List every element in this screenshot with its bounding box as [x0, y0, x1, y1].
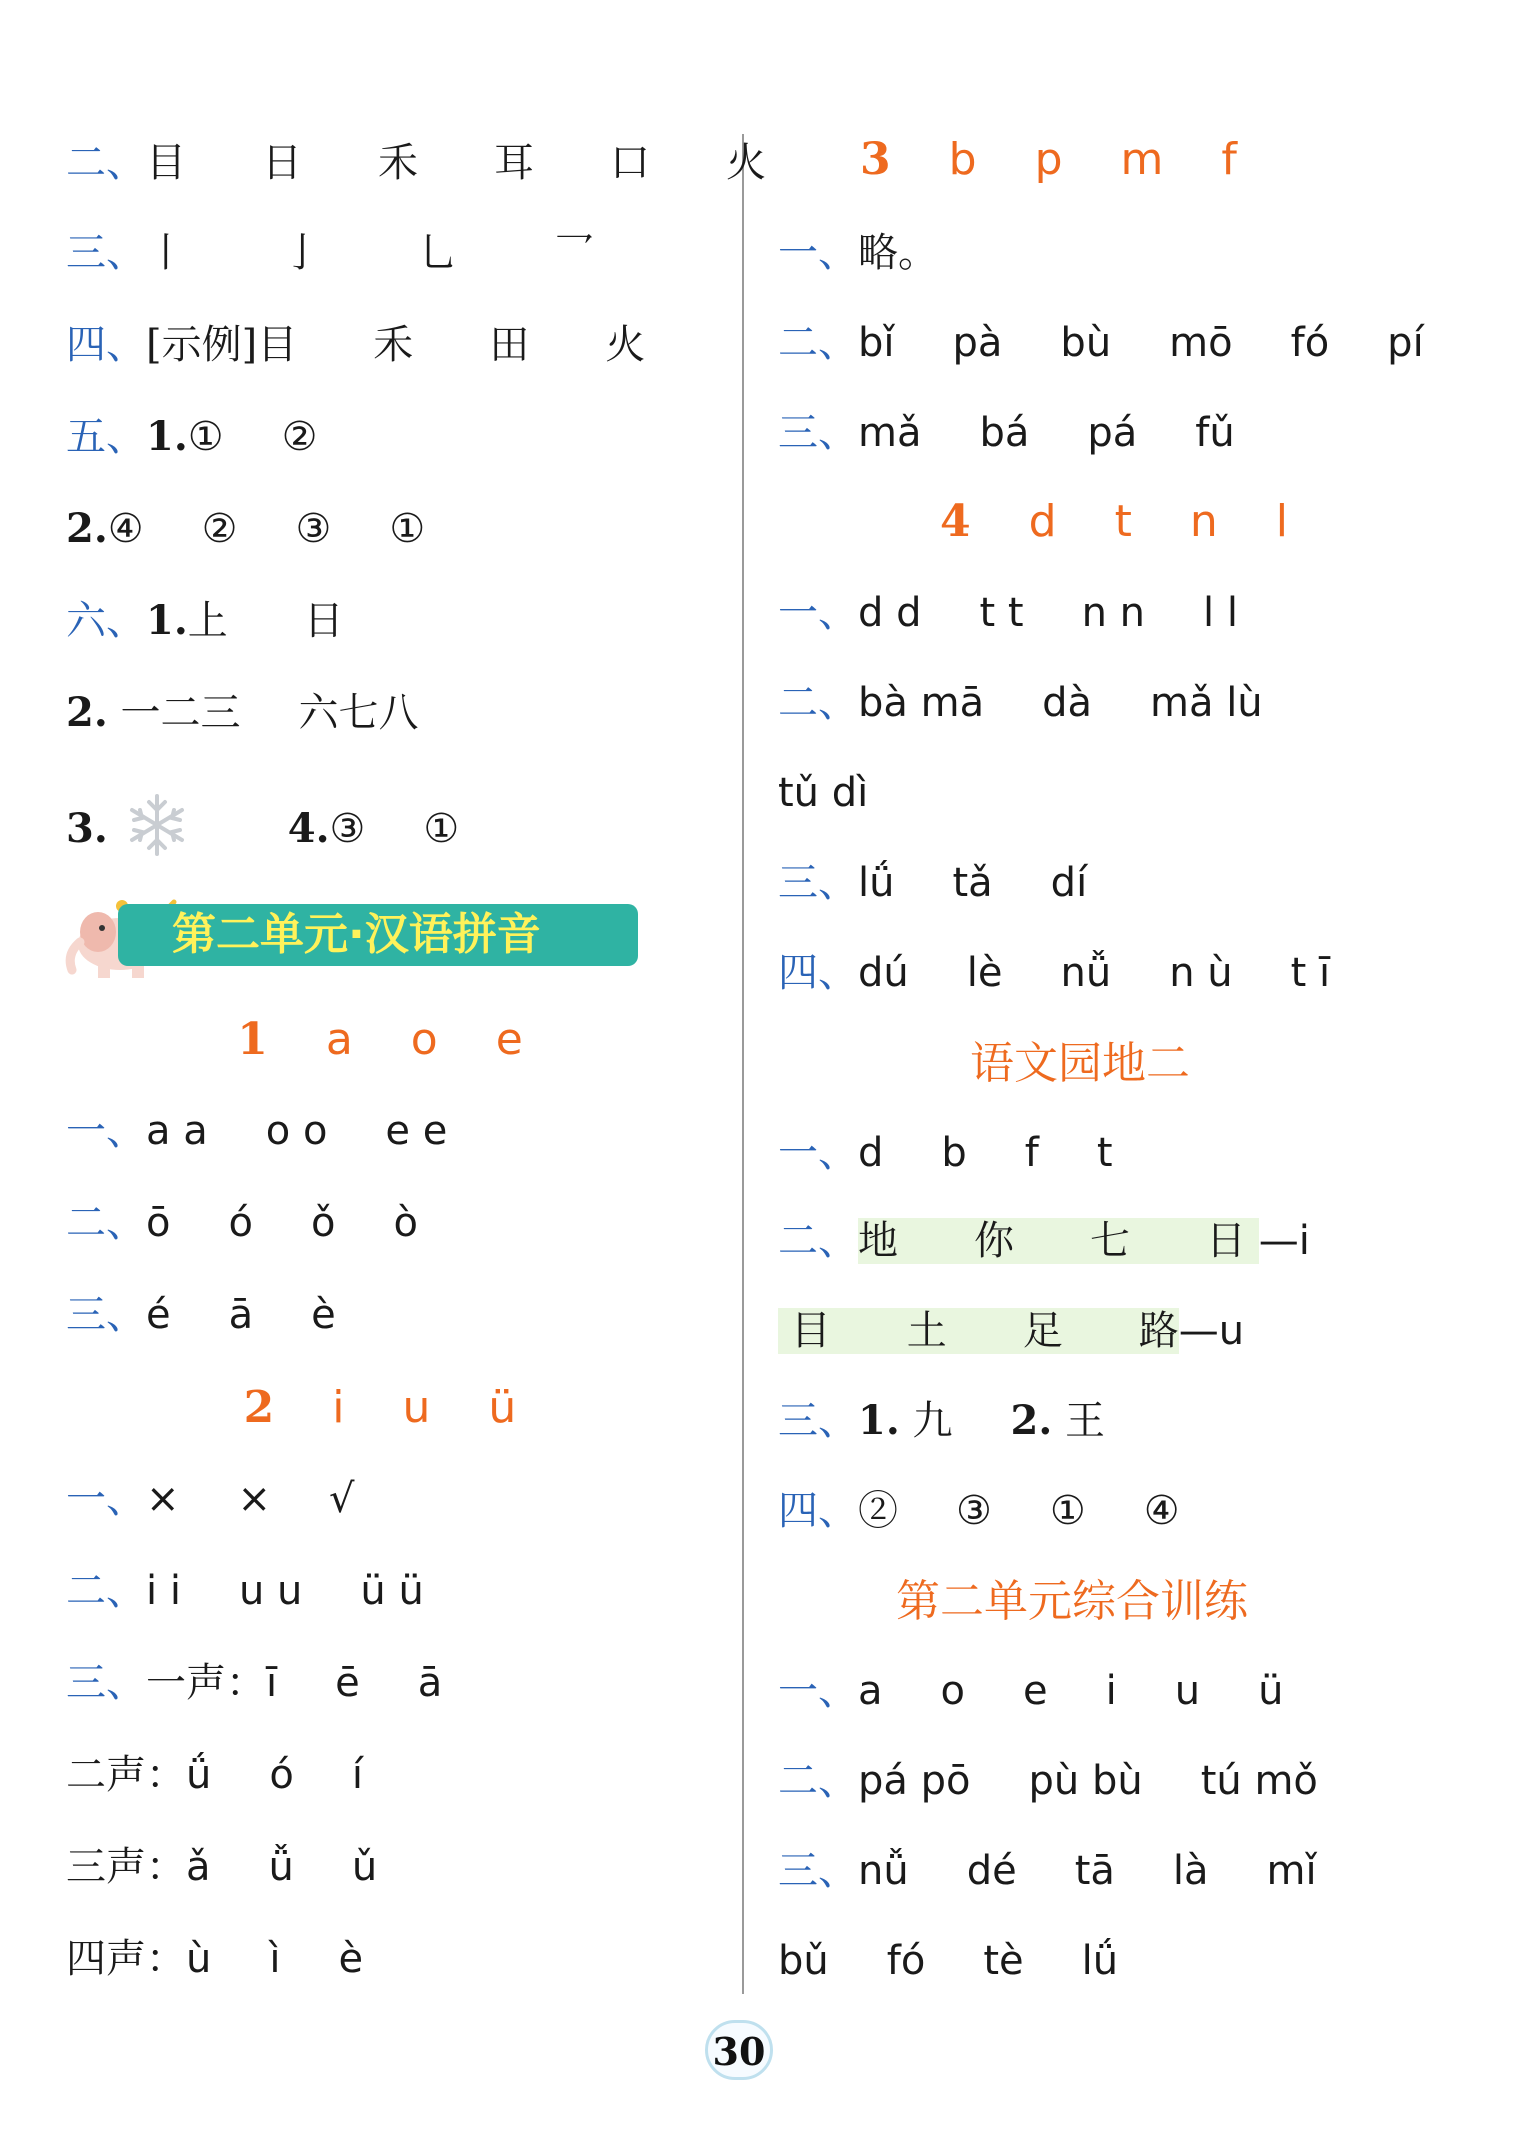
answer-e4: [778, 1394, 1105, 1448]
answer-text: tā: [1074, 1848, 1115, 1894]
answer-text: é: [146, 1292, 171, 1338]
answer-text: ③: [329, 806, 366, 852]
answer-text: ü ü: [360, 1568, 424, 1614]
item-prefix: 一、: [778, 230, 858, 276]
sub-number: 3.: [66, 805, 108, 852]
item-prefix: 六、: [66, 598, 146, 644]
answer-e2: [778, 1214, 1310, 1268]
answer-text: bà mā: [858, 680, 985, 726]
answer-text: bǔ: [778, 1938, 829, 1984]
answer-text: pà: [952, 320, 1003, 366]
highlight-group-i: [858, 1218, 1259, 1264]
item-prefix: 一、: [778, 1668, 858, 1714]
answer-text: lǘ: [858, 860, 895, 906]
heading-number: 4: [940, 496, 971, 547]
answer-text: o: [940, 1668, 965, 1714]
answer-text: ó: [269, 1752, 294, 1798]
answer-text: ②: [281, 414, 318, 460]
heading-letter: l: [1275, 496, 1288, 547]
sub-number: 1.: [858, 1397, 900, 1444]
heading-number: 3: [860, 134, 891, 185]
answer-text: —i: [1258, 1218, 1310, 1264]
item-prefix: 五、: [66, 414, 146, 460]
answer-d1: [778, 586, 1238, 640]
heading-letter: i: [332, 1382, 345, 1433]
item-prefix: 一、: [778, 1130, 858, 1176]
answer-text: f: [1024, 1130, 1039, 1176]
answer-d2-cont: tǔ dì: [778, 770, 869, 816]
answer-text: dà: [1042, 680, 1092, 726]
answer-text: dú: [858, 950, 909, 996]
answer-text: 略。: [858, 230, 938, 276]
answer-text: ①: [389, 506, 426, 552]
answer-text: bá: [979, 410, 1030, 456]
heading-letter: b: [948, 134, 977, 185]
sub-number: 2.: [1010, 1397, 1053, 1444]
answer-f1: [778, 1664, 1283, 1718]
answer-6-1: [66, 594, 344, 648]
answer-e5: [778, 1484, 1180, 1538]
answer-text: n ù: [1169, 950, 1233, 996]
heading-letter: n: [1189, 496, 1218, 547]
sub-number: 4.: [287, 805, 330, 852]
item-prefix: 一、: [66, 1476, 146, 1522]
answer-text: t t: [979, 590, 1024, 636]
highlight-group-u: [778, 1308, 1179, 1354]
item-prefix: 三、: [66, 230, 146, 276]
answer-text: 王: [1064, 1398, 1105, 1444]
answer-text: —u: [1178, 1308, 1245, 1354]
answer-text: √: [329, 1476, 355, 1522]
answer-c2: [778, 316, 1424, 370]
item-prefix: 二、: [778, 680, 858, 726]
answer-text: ②: [858, 1488, 898, 1534]
heading-number: 1: [237, 1014, 268, 1065]
answer-text: 口: [610, 140, 650, 186]
answer-3: [66, 226, 594, 280]
item-prefix: 二、: [778, 1218, 858, 1264]
sub-number: 1.: [146, 597, 188, 644]
item-prefix: 二、: [66, 140, 146, 186]
answer-text: ③: [956, 1488, 992, 1534]
answer-f2: [778, 1754, 1318, 1808]
answer-text: mǐ: [1266, 1848, 1317, 1894]
answer-text: ì: [269, 1936, 281, 1982]
answer-text: ①: [1049, 1488, 1086, 1534]
answer-6-3: [66, 790, 459, 874]
answer-a3: [66, 1288, 336, 1342]
sub-number: 1.: [146, 413, 188, 460]
answer-text: 你: [974, 1218, 1014, 1264]
answer-text: ó: [228, 1200, 253, 1246]
section-heading-garden: 语文园地二: [970, 1038, 1190, 1089]
answer-text: 乚: [418, 230, 458, 276]
answer-text: pù bù: [1028, 1758, 1143, 1804]
answer-text: tú mǒ: [1200, 1758, 1318, 1804]
answer-text: bǐ: [858, 320, 895, 366]
answer-b5: [66, 1840, 377, 1894]
answer-text: 土: [906, 1308, 947, 1354]
column-divider: [742, 134, 744, 1994]
answer-text: ×: [237, 1476, 272, 1522]
answer-text: ǎ: [186, 1844, 211, 1890]
answer-c1: [778, 226, 938, 280]
unit-banner: 第二单元·汉语拼音: [118, 904, 638, 966]
heading-letter: t: [1114, 496, 1132, 547]
item-prefix: 三、: [778, 1848, 858, 1894]
tone-label: 四声：: [66, 1936, 186, 1982]
answer-d3: [778, 856, 1087, 910]
answer-text: ü: [1258, 1668, 1284, 1714]
answer-a2: [66, 1196, 418, 1250]
answer-text: ǔ: [351, 1844, 378, 1890]
answer-text: ④: [1143, 1488, 1180, 1534]
answer-text: tè: [983, 1938, 1024, 1984]
answer-text: u u: [238, 1568, 303, 1614]
answer-text: mǎ: [858, 410, 922, 456]
answer-text: t ī: [1290, 950, 1331, 996]
item-prefix: 二、: [778, 1758, 858, 1804]
heading-letter: a: [325, 1014, 353, 1065]
answer-text: 禾: [373, 322, 414, 368]
answer-text: pá pō: [858, 1758, 971, 1804]
answer-text: 日: [303, 598, 344, 644]
answer-d4: [778, 946, 1330, 1000]
heading-letter: e: [495, 1014, 523, 1065]
answer-text: 目: [146, 140, 186, 186]
answer-text: 火: [605, 322, 646, 368]
answer-text: mǎ lù: [1150, 680, 1263, 726]
item-prefix: 四、: [778, 950, 858, 996]
answer-text: fó: [1290, 320, 1330, 366]
answer-6-2: [66, 686, 418, 740]
answer-text: nǚ: [1060, 950, 1112, 996]
answer-text: 路: [1138, 1308, 1179, 1354]
item-prefix: 二、: [66, 1200, 146, 1246]
answer-text: a: [858, 1668, 883, 1714]
answer-text: ①: [187, 414, 224, 460]
answer-text: là: [1172, 1848, 1209, 1894]
answer-text: 上: [187, 598, 228, 644]
answer-text: fǔ: [1195, 410, 1235, 456]
answer-b6: [66, 1932, 363, 1986]
heading-letter: o: [410, 1014, 438, 1065]
item-prefix: 一、: [66, 1108, 146, 1154]
lesson-heading-1: [180, 1012, 580, 1068]
answer-text: ǘ: [186, 1752, 212, 1798]
answer-text: pá: [1087, 410, 1138, 456]
answer-2: [66, 136, 766, 190]
answer-b4: [66, 1748, 363, 1802]
item-prefix: 三、: [778, 860, 858, 906]
answer-text: dé: [966, 1848, 1017, 1894]
heading-letter: m: [1120, 134, 1164, 185]
page-number: 30: [705, 2020, 773, 2080]
sub-number: 2.: [66, 689, 108, 736]
answer-f3-cont: [778, 1934, 1118, 1988]
answer-text: ③: [295, 506, 332, 552]
answer-e3: [778, 1304, 1244, 1358]
snowflake-icon: [122, 790, 192, 874]
item-prefix: 二、: [66, 1568, 146, 1614]
answer-e1: [778, 1126, 1113, 1180]
tone-label: 三声：: [66, 1844, 186, 1890]
heading-letter: d: [1028, 496, 1057, 547]
answer-text: è: [311, 1292, 336, 1338]
item-prefix: 三、: [66, 1292, 146, 1338]
answer-text: l l: [1203, 590, 1238, 636]
item-prefix: 四、: [778, 1488, 858, 1534]
answer-text: ×: [146, 1476, 180, 1522]
answer-text: lǘ: [1081, 1938, 1119, 1984]
answer-text: 六七八: [298, 690, 419, 736]
answer-text: ā: [417, 1660, 443, 1706]
lesson-heading-4: [940, 494, 1340, 550]
answer-text: u: [1174, 1668, 1201, 1714]
answer-text: i i: [146, 1568, 181, 1614]
answer-b3: [66, 1656, 442, 1710]
answer-text: 地: [858, 1218, 898, 1264]
item-prefix: 三、: [778, 1398, 858, 1444]
item-prefix: 一、: [778, 590, 858, 636]
answer-text: pí: [1387, 320, 1424, 366]
answer-text: 日: [1206, 1218, 1246, 1264]
answer-text: 火: [726, 140, 766, 186]
answer-b1: [66, 1472, 355, 1526]
answer-text: ǒ: [310, 1200, 336, 1246]
answer-text: 田: [489, 322, 530, 368]
answer-text: 一二三: [120, 690, 241, 736]
answer-text: ē: [335, 1660, 360, 1706]
answer-text: í: [351, 1752, 363, 1798]
tone-label: 一声：: [146, 1660, 266, 1706]
answer-text: ā: [228, 1292, 254, 1338]
answer-d2: [778, 676, 1263, 730]
answer-text: 禾: [378, 140, 418, 186]
answer-text: b: [941, 1130, 967, 1176]
answer-text: 丨: [146, 230, 186, 276]
answer-text: ù: [186, 1936, 212, 1982]
answer-text: 足: [1022, 1308, 1063, 1354]
answer-text: ō: [146, 1200, 171, 1246]
answer-text: e: [1023, 1668, 1048, 1714]
answer-text: ④: [107, 506, 144, 552]
answer-text: 目: [257, 322, 298, 368]
answer-text: 耳: [494, 140, 534, 186]
answer-text: nǚ: [858, 1848, 909, 1894]
answer-text: ǚ: [268, 1844, 294, 1890]
answer-b2: [66, 1564, 424, 1618]
item-prefix: 三、: [66, 1660, 146, 1706]
heading-letter: p: [1034, 134, 1063, 185]
section-heading-unit-review: 第二单元综合训练: [896, 1576, 1248, 1627]
answer-text: o o: [265, 1108, 328, 1154]
answer-text: d: [858, 1130, 884, 1176]
answer-text: a a: [146, 1108, 208, 1154]
answer-text: 九: [912, 1398, 953, 1444]
answer-text: ī: [266, 1660, 278, 1706]
answer-a1: [66, 1104, 447, 1158]
answer-text: t: [1096, 1130, 1113, 1176]
item-prefix: 四、: [66, 322, 146, 368]
example-label: [示例]: [146, 322, 258, 368]
answer-4: [66, 318, 645, 372]
heading-letter: f: [1221, 134, 1237, 185]
answer-text: n n: [1081, 590, 1146, 636]
answer-text: 七: [1090, 1218, 1130, 1264]
answer-text: dí: [1050, 860, 1088, 906]
answer-text: tǎ: [952, 860, 993, 906]
answer-5-2: [66, 502, 425, 556]
answer-text: e e: [385, 1108, 448, 1154]
answer-text: è: [338, 1936, 364, 1982]
heading-letter: ü: [488, 1382, 517, 1433]
answer-text: ò: [393, 1200, 418, 1246]
answer-text: fó: [886, 1938, 926, 1984]
answer-text: i: [1105, 1668, 1117, 1714]
lesson-heading-2: [190, 1380, 570, 1436]
answer-text: 日: [262, 140, 302, 186]
answer-c3: [778, 406, 1235, 460]
answer-text: ②: [201, 506, 238, 552]
sub-number: 2.: [66, 505, 108, 552]
heading-number: 2: [243, 1382, 275, 1433]
answer-text: 目: [790, 1308, 831, 1354]
answer-text: ①: [423, 806, 460, 852]
answer-text: d d: [858, 590, 922, 636]
answer-5-1: [66, 410, 317, 464]
tone-label: 二声：: [66, 1752, 186, 1798]
answer-text: lè: [966, 950, 1003, 996]
item-prefix: 二、: [778, 320, 858, 366]
answer-text: 乛: [554, 230, 594, 276]
answer-f3: [778, 1844, 1317, 1898]
answer-text: mō: [1169, 320, 1233, 366]
answer-text: bù: [1060, 320, 1112, 366]
lesson-heading-3: [860, 132, 1420, 188]
heading-letter: u: [402, 1382, 431, 1433]
answer-text: 亅: [282, 230, 322, 276]
item-prefix: 三、: [778, 410, 858, 456]
